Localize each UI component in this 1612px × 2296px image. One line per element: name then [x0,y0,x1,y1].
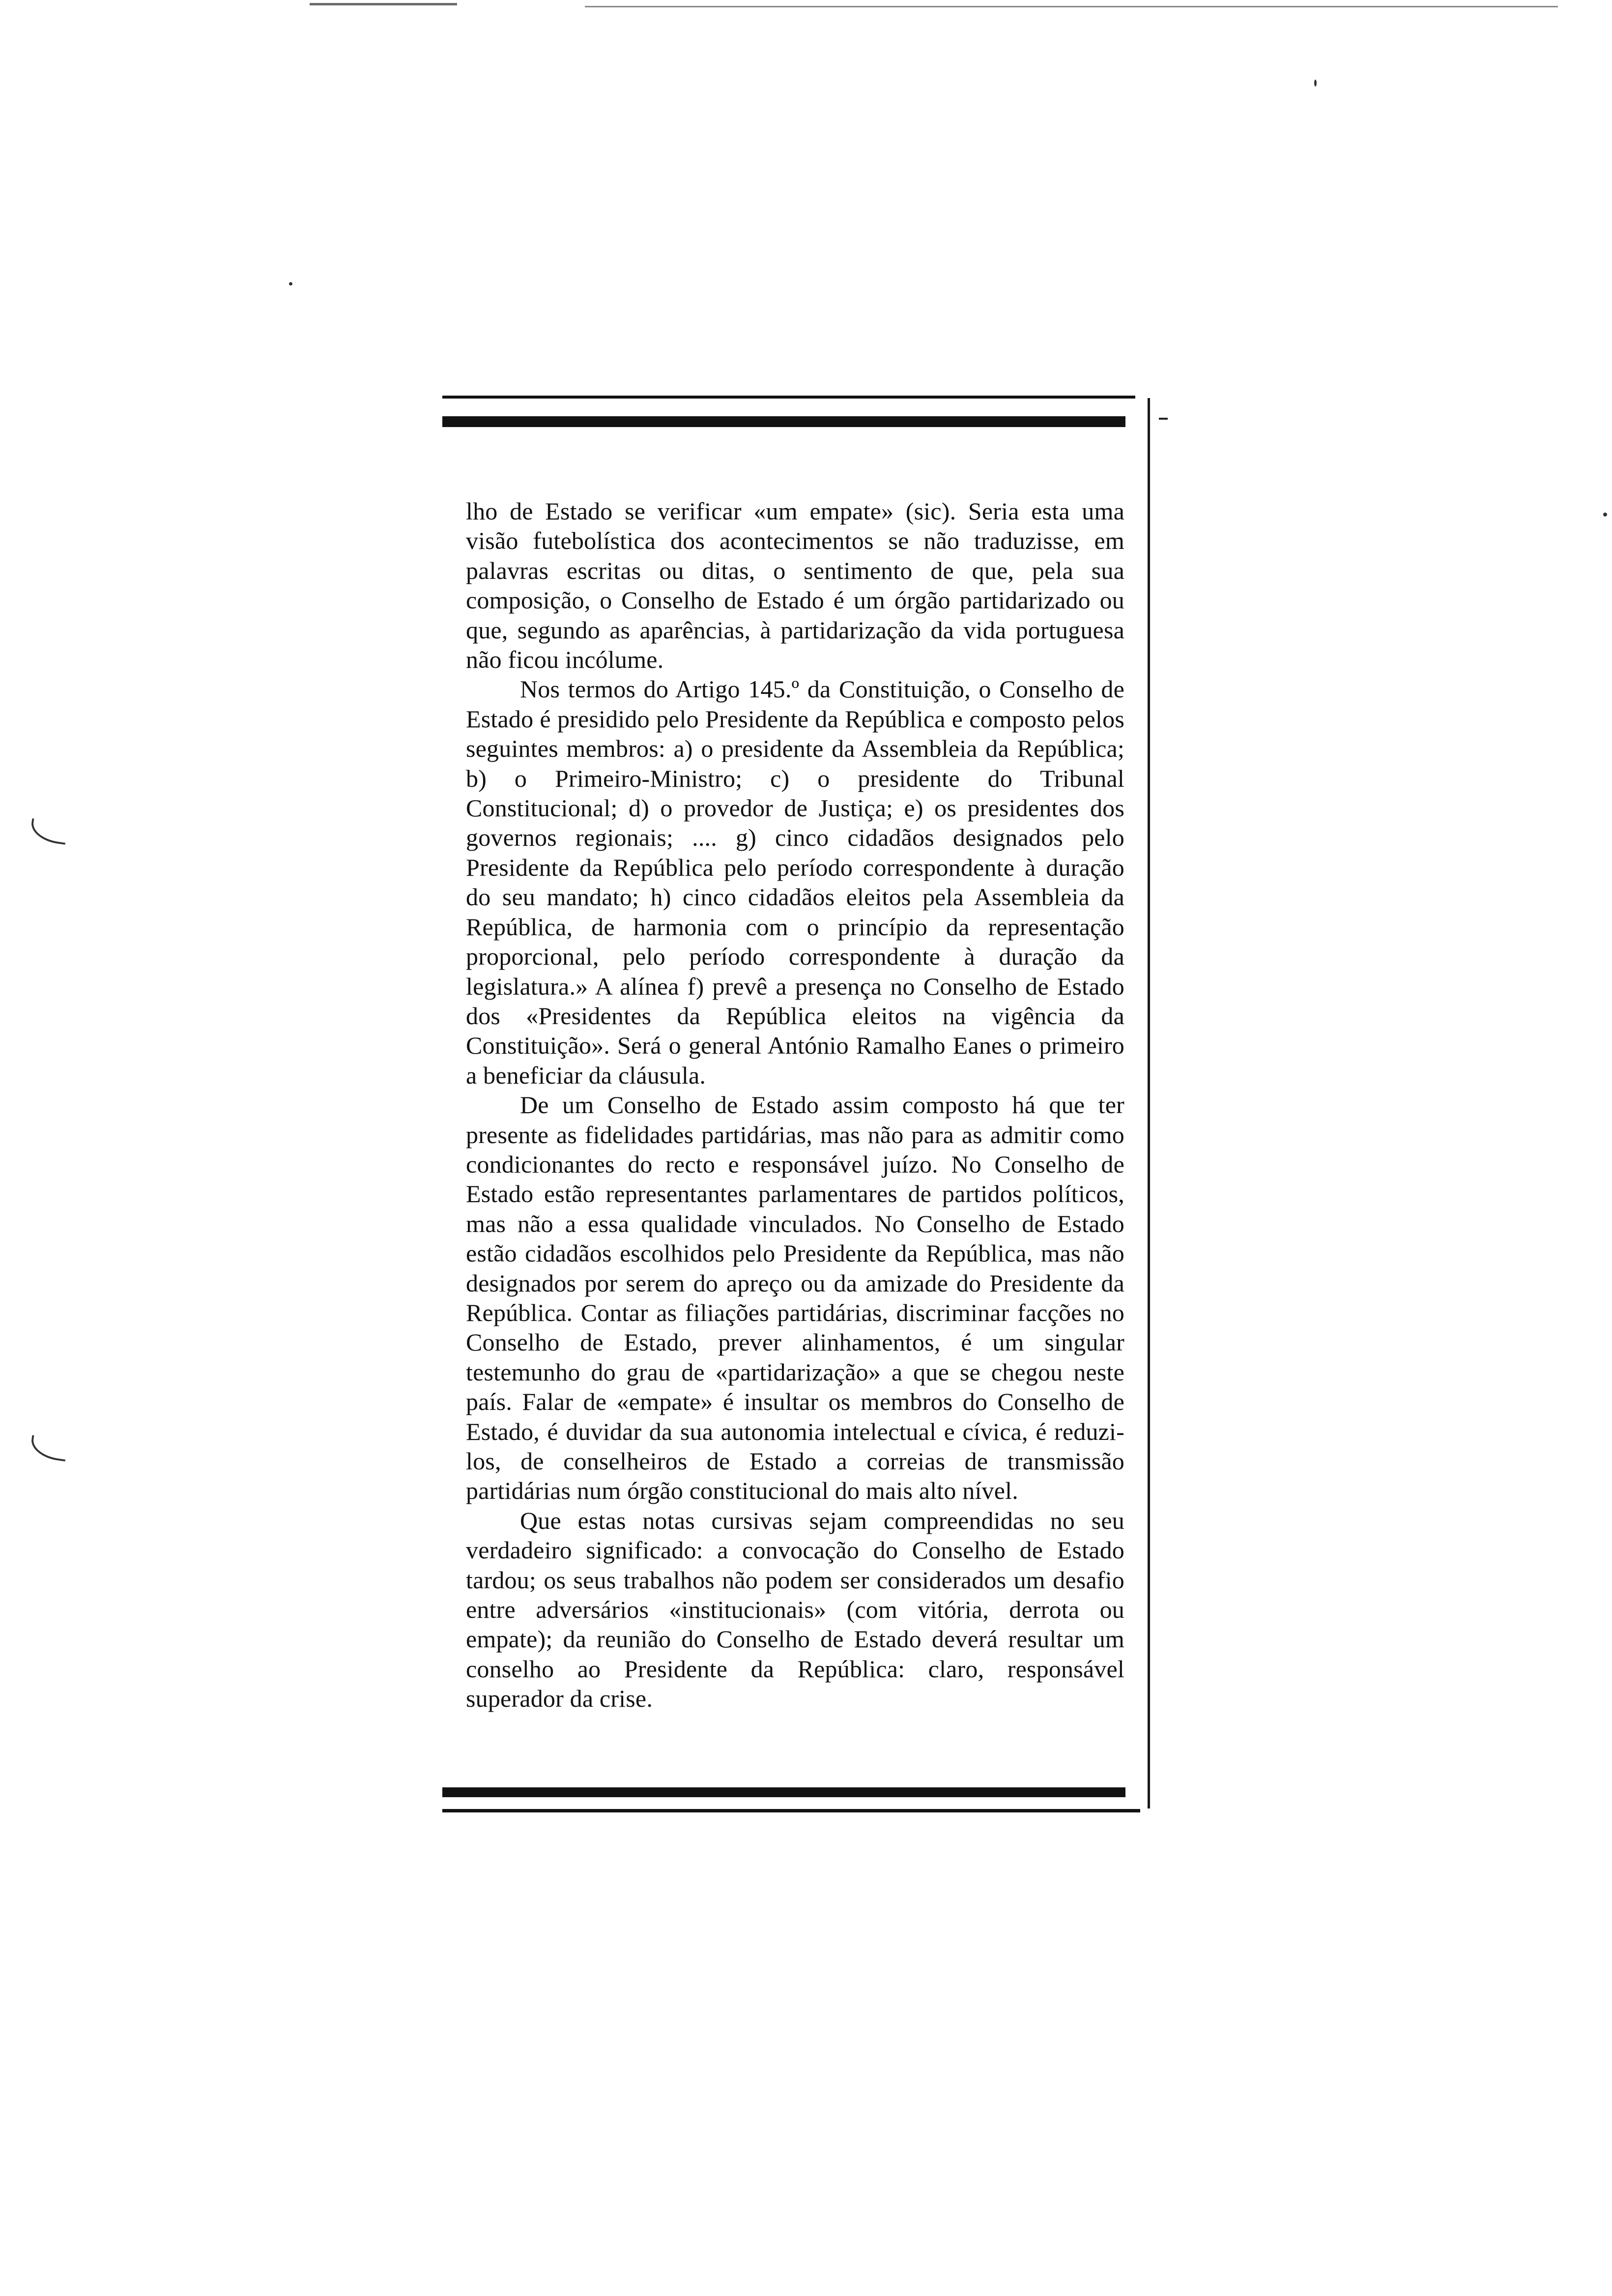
top-thin-rule [442,396,1135,399]
article-paragraph: De um Conselho de Estado assim composto há que ter presente as fidelidades partidárias, mas não para as admitir como condicionantes do recto e responsável juízo. No Conselho de Estado estão representantes parlamentares de partidos políticos, mas não a essa qualidade vinculados. No Conselho de Estado estão cidadãos escolhidos pelo Presidente da República, mas não designados por serem do apreço ou da amizade do Presidente da República. Contar as filiações partidárias, discriminar facções no Conselho de Estado, prever alinhamentos, é um singular testemunho do grau de «partidarização» a que se chegou neste país. Falar de «empate» é insultar os membros do Conselho de Estado, é duvidar da sua autonomia intelectual e cívica, é reduzi-los, de conselheiros de Estado a correias de transmissão partidárias num órgão constitucional do mais alto nível. [466,1091,1124,1505]
top-thick-rule [442,416,1125,427]
article-paragraph: lho de Estado se verificar «um empate» (sic). Seria esta uma visão futebolística dos acontecimentos se não traduzisse, em palavras escritas ou ditas, o sentimento de que, pela sua composição, o Conselho de Estado é um órgão partidarizado ou que, segundo as aparências, à partidarização da vida portuguesa não ficou incólume. [466,497,1124,674]
bottom-thin-rule [442,1809,1140,1812]
column-side-tick [1159,418,1168,420]
article-paragraph: Que estas notas cursivas sejam compreendidas no seu verdadeiro significado: a convocação do Conselho de Estado tardou; os seus trabalhos não podem ser considerados um desafio entre adversários «institucionais» (com vitória, derrota ou empate); da reunião do Conselho de Estado deverá resultar um conselho ao Presidente da República: claro, responsável superador da crise. [466,1506,1124,1713]
article-body [466,496,1124,1714]
article-paragraph: Nos termos do Artigo 145.º da Constituição, o Conselho de Estado é presidido pelo Presidente da República e composto pelos seguintes membros: a) o presidente da Assembleia da República; b) o Primeiro-Ministro; c) o presidente do Tribunal Constitucional; d) o provedor de Justiça; e) os presidentes dos governos regionais; .... g) cinco cidadãos designados pelo Presidente da República pelo período correspondente à duração do seu mandato; h) cinco cidadãos eleitos pela Assembleia da República, de harmonia com o princípio da representação proporcional, pelo período correspondente à duração da legislatura.» A alínea f) prevê a presença no Conselho de Estado dos «Presidentes da República eleitos na vigência da Constituição». Será o general António Ramalho Eanes o primeiro a beneficiar da cláusula. [466,675,1124,1089]
scan-artifact-line [585,6,1558,7]
scan-speck [1603,513,1607,517]
scan-speck [289,282,292,286]
scan-speck [1314,80,1317,86]
bottom-thick-rule [442,1787,1125,1797]
column-side-rule [1148,398,1150,1808]
punch-hole-mark [29,818,68,845]
punch-hole-mark [29,1435,68,1462]
scan-artifact-line [310,3,457,5]
